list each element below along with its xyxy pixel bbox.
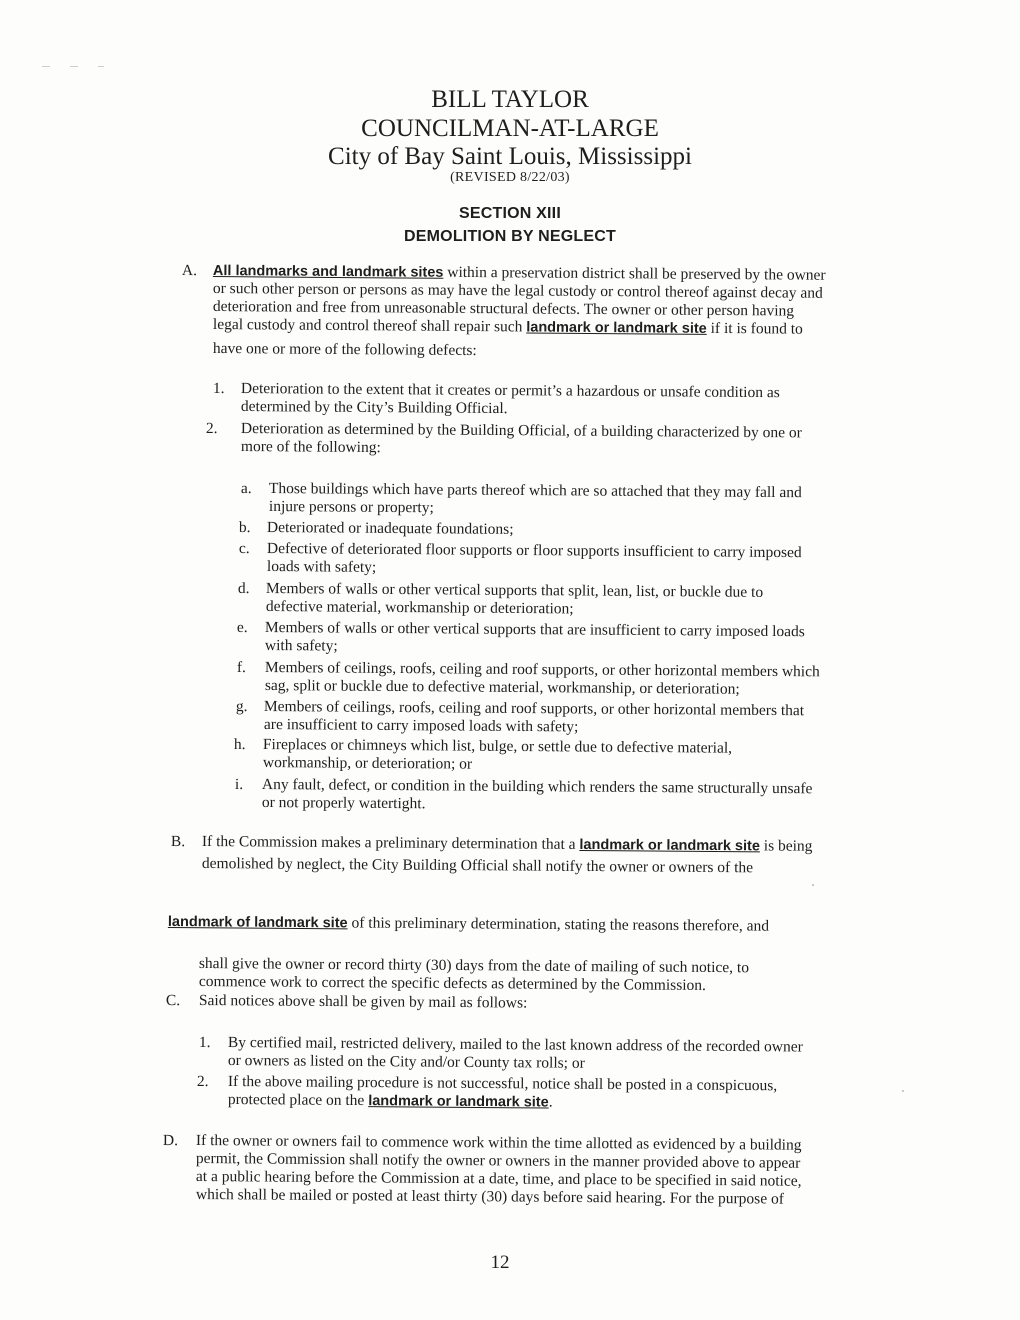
sub-item-text: Fireplaces or chimneys which list, bulge, or settle due to defective material, — [262, 736, 733, 757]
sub-item-text: injure persons or property; — [268, 498, 434, 517]
list-item-text: more of the following: — [240, 438, 381, 457]
page-number: 12 — [490, 1252, 510, 1273]
section-b-line: If the Commission makes a preliminary determination that a landmark or landmark site is being — [201, 833, 813, 855]
list-item-text: or owners as listed on the City and/or County tax rolls; or — [227, 1052, 585, 1072]
section-number: SECTION XIII — [459, 205, 561, 222]
section-d-line: If the owner or owners fail to commence work within the time allotted as evidenced by a building — [195, 1132, 802, 1154]
sub-item-text: workmanship, or deterioration; or — [262, 754, 473, 773]
sub-item-text: loads with safety; — [266, 558, 377, 576]
section-a-line: or such other person or persons as may have the legal custody or control thereof against decay and — [212, 280, 823, 302]
list-item-text: By certified mail, restricted delivery, mailed to the last known address of the recorded owner — [227, 1034, 803, 1056]
list-item-text: Deterioration as determined by the Building Official, of a building characterized by one or — [240, 420, 802, 442]
author-name: BILL TAYLOR — [431, 86, 589, 113]
sub-item-text: or not properly watertight. — [261, 794, 426, 813]
sub-item-letter: h. — [233, 736, 246, 754]
sub-item-text: Those buildings which have parts thereof which are so attached that they may fall and — [268, 480, 802, 502]
scan-mark — [98, 66, 104, 67]
landmark-term: All landmarks and landmark sites — [212, 262, 444, 281]
sub-item-text: Defective of deteriorated floor supports or floor supports insufficient to carry imposed — [266, 540, 802, 562]
sub-item-text: sag, split or buckle due to defective material, workmanship, or deterioration; — [264, 677, 740, 698]
sub-item-letter: f. — [236, 659, 247, 677]
list-item-text: Deterioration to the extent that it creates or permit’s a hazardous or unsafe condition as — [240, 380, 780, 402]
scan-mark — [70, 66, 78, 67]
section-b-line: shall give the owner or record thirty (30) days from the date of mailing of such notice, to — [198, 955, 750, 977]
sub-item-text: Deteriorated or inadequate foundations; — [266, 519, 514, 538]
sub-item-letter: i. — [234, 776, 244, 794]
scan-speck — [902, 1090, 904, 1092]
sub-item-text: Members of walls or other vertical supports that split, lean, list, or buckle due to — [265, 580, 764, 601]
sub-item-text: are insufficient to carry imposed loads with safety; — [263, 716, 579, 736]
revision-date: (REVISED 8/22/03) — [450, 170, 570, 185]
city-name: City of Bay Saint Louis, Mississippi — [328, 143, 692, 170]
sub-item-letter: c. — [238, 540, 250, 558]
list-item-number: 2. — [205, 420, 218, 438]
list-item-text: determined by the City’s Building Official. — [240, 398, 508, 418]
section-c-label: C. — [165, 992, 181, 1010]
landmark-term: landmark or landmark site — [526, 319, 707, 337]
section-b-line: landmark of landmark site of this preliminary determination, stating the reasons therefore, and — [167, 913, 770, 935]
section-d-line: which shall be mailed or posted at least thirty (30) days before said hearing. For the purpose of — [195, 1186, 784, 1208]
section-c-line: Said notices above shall be given by mail as follows: — [198, 992, 528, 1012]
sub-item-letter: e. — [236, 619, 248, 637]
sub-item-letter: a. — [240, 480, 252, 498]
section-b-line: demolished by neglect, the City Building Official shall notify the owner or owners of the — [201, 855, 754, 877]
list-item-text: protected place on the landmark or landmark site. — [227, 1091, 553, 1111]
sub-item-text: Members of ceilings, roofs, ceiling and roof supports, or other horizontal members which — [264, 659, 820, 681]
sub-item-letter: g. — [235, 698, 248, 716]
section-title: DEMOLITION BY NEGLECT — [404, 228, 616, 245]
landmark-term: landmark of landmark site — [167, 913, 348, 932]
sub-item-text: with safety; — [264, 637, 338, 655]
author-title: COUNCILMAN-AT-LARGE — [361, 115, 659, 142]
section-d-line: at a public hearing before the Commission at a date, time, and place to be specified in said notice, — [195, 1168, 802, 1190]
section-a-line: have one or more of the following defects: — [212, 340, 477, 360]
section-d-label: D. — [162, 1132, 179, 1150]
list-item-number: 1. — [212, 380, 225, 398]
list-item-text: If the above mailing procedure is not successful, notice shall be posted in a conspicuous, — [227, 1073, 778, 1095]
sub-item-text: defective material, workmanship or deterioration; — [265, 598, 574, 618]
list-item-number: 1. — [198, 1034, 211, 1052]
landmark-term: landmark or landmark site — [579, 836, 761, 855]
section-b-line: commence work to correct the specific defects as determined by the Commission. — [198, 973, 707, 994]
sub-item-text: Any fault, defect, or condition in the building which renders the same structurally unsafe — [261, 776, 813, 798]
sub-item-letter: b. — [238, 519, 251, 537]
section-a-line: deterioration and free from unreasonable structural defects. The owner or other person having — [212, 298, 795, 320]
landmark-term: landmark or landmark site — [368, 1093, 549, 1111]
sub-item-letter: d. — [237, 580, 250, 598]
scan-speck — [812, 884, 814, 886]
sub-item-text: Members of ceilings, roofs, ceiling and roof supports, or other horizontal members that — [263, 698, 805, 720]
list-item-number: 2. — [196, 1073, 209, 1091]
section-b-label: B. — [170, 833, 186, 851]
section-a-line: legal custody and control thereof shall repair such landmark or landmark site if it is found to — [212, 316, 803, 338]
section-a-label: A. — [181, 262, 198, 280]
sub-item-text: Members of walls or other vertical supports that are insufficient to carry imposed loads — [264, 619, 805, 641]
scan-mark — [42, 66, 50, 67]
section-a-line: All landmarks and landmark sites within a preservation district shall be preserved by the owner — [212, 262, 826, 284]
section-d-line: permit, the Commission shall notify the owner or owners in the manner provided above to appear — [195, 1150, 801, 1172]
